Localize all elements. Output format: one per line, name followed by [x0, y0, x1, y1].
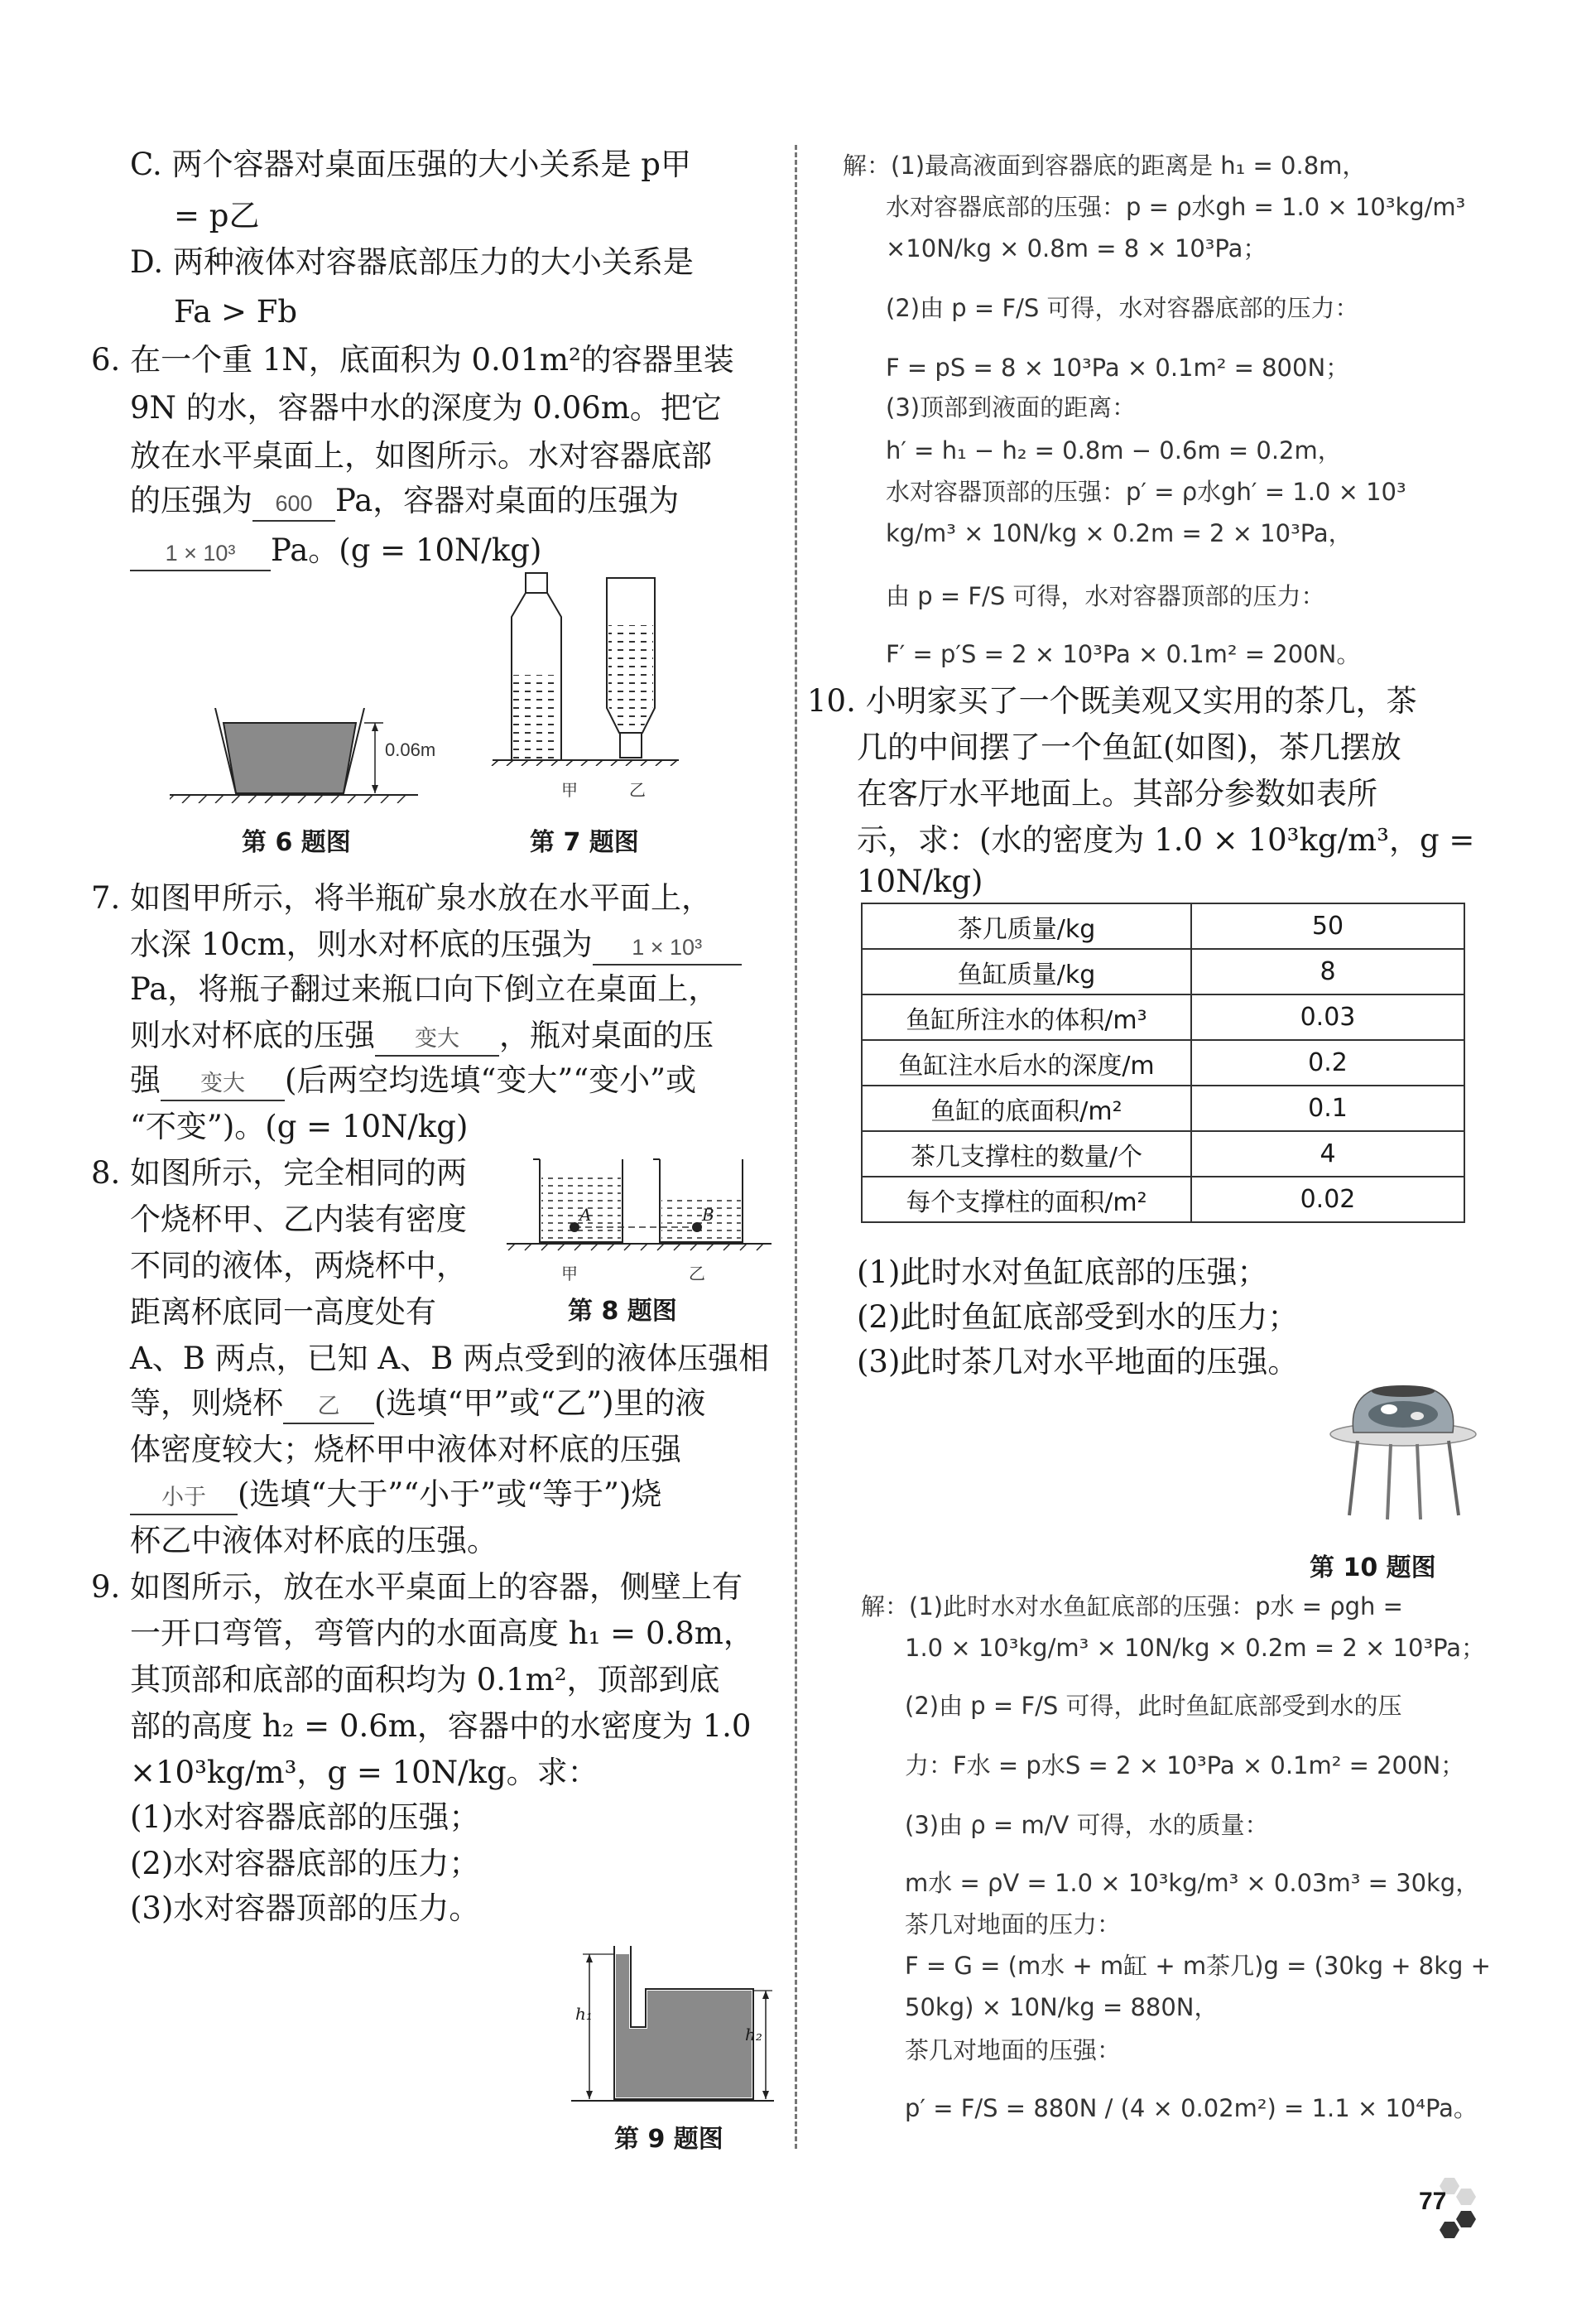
- figure-8-beakers-diagram: [507, 1153, 772, 1256]
- q9-solution-line7: h′ = h₁ − h₂ = 0.8m − 0.6m = 0.2m，: [886, 436, 1342, 465]
- q5-option-d-line1: D. 两种液体对容器底部压力的大小关系是: [130, 244, 694, 280]
- q7-text-b: 则水对杯底的压强: [130, 1018, 375, 1053]
- q10-line2: 几的中间摆了一个鱼缸(如图)，茶几摆放: [857, 730, 1401, 765]
- q9-solution-line8: 水对容器顶部的压强：p′ = ρ水gh′ = 1.0 × 10³: [886, 478, 1406, 506]
- q9-line6: (1)水对容器底部的压强；: [130, 1799, 480, 1835]
- table-cell-key: 鱼缸质量/kg: [862, 949, 1191, 994]
- q9-solution-line10: 由 p = F/S 可得，水对容器顶部的压力：: [886, 582, 1325, 610]
- q6-answer-1: 600: [252, 487, 335, 522]
- table-row: [862, 1131, 1464, 1177]
- q6-text-c: Pa。(g = 10N/kg): [271, 532, 542, 568]
- q7-answer-3: 变大: [161, 1067, 285, 1101]
- column-divider: [795, 145, 797, 2149]
- q8-line9: 杯乙中液体对杯底的压强。: [130, 1523, 498, 1558]
- q10-solution-line9: 50kg) × 10N/kg = 880N，: [905, 1993, 1219, 2021]
- table-row: [862, 994, 1464, 1040]
- q6-line5: [130, 527, 541, 575]
- q10-line4: 示，求：(水的密度为 1.0 × 10³kg/m³，g =: [857, 822, 1475, 858]
- q6-answer-2: 1 × 10³: [130, 537, 271, 571]
- q7-line3: Pa，将瓶子翻过来瓶口向下倒立在桌面上，: [130, 971, 719, 1007]
- q9-solution-line9: kg/m³ × 10N/kg × 0.2m = 2 × 10³Pa，: [886, 519, 1353, 547]
- q10-solution-line7: 茶几对地面的压力：: [905, 1910, 1122, 1938]
- q10-solution-line2: 1.0 × 10³kg/m³ × 10N/kg × 0.2m = 2 × 10³Pa；: [905, 1634, 1486, 1662]
- figure-7-label-yi: 乙: [629, 780, 646, 800]
- q7-line1: 7. 如图甲所示，将半瓶矿泉水放在水平面上，: [91, 880, 713, 916]
- figure-9-caption: 第 9 题图: [614, 2125, 723, 2154]
- table-cell-key: 鱼缸注水后水的深度/m: [862, 1040, 1191, 1086]
- q10-subquestion-1: (1)此时水对鱼缸底部的压强；: [857, 1254, 1268, 1290]
- q8-line6: [130, 1380, 706, 1428]
- q8-line7: 体密度较大；烧杯甲中液体对杯底的压强: [130, 1432, 681, 1467]
- q9-solution-line2: 水对容器底部的压强：p = ρ水gh = 1.0 × 10³kg/m³: [886, 193, 1466, 221]
- table-cell-value: 0.02: [1191, 1177, 1464, 1222]
- table-row: [862, 903, 1464, 949]
- q8-line2: 个烧杯甲、乙内装有密度: [130, 1201, 467, 1237]
- q10-subquestion-3: (3)此时茶几对水平地面的压强。: [857, 1344, 1299, 1380]
- q8-text-b: (选填“甲”或“乙”)里的液: [374, 1385, 706, 1421]
- table-cell-key: 鱼缸的底面积/m²: [862, 1086, 1191, 1131]
- q9-solution-line11: F′ = p′S = 2 × 10³Pa × 0.1m² = 200N。: [886, 640, 1361, 668]
- q9-line3: 其顶部和底部的面积均为 0.1m²，顶部到底: [130, 1662, 720, 1697]
- q10-line3: 在客厅水平地面上。其部分参数如表所: [857, 776, 1377, 811]
- table-cell-key: 每个支撑柱的面积/m²: [862, 1177, 1191, 1222]
- q9-solution-line1: 解：(1)最高液面到容器底的距离是 h₁ = 0.8m，: [843, 152, 1367, 180]
- q10-solution-line11: p′ = F/S = 880N / (4 × 0.02m²) = 1.1 × 10⁴Pa。: [905, 2094, 1478, 2122]
- q10-solution-line1: 解：(1)此时水对水鱼缸底部的压强：p水 = ρgh =: [861, 1592, 1403, 1620]
- figure-8-point-b: B: [702, 1205, 714, 1225]
- q9-line4: 部的高度 h₂ = 0.6m，容器中的水密度为 1.0: [130, 1708, 752, 1744]
- q10-solution-line3: (2)由 p = F/S 可得，此时鱼缸底部受到水的压: [905, 1692, 1402, 1720]
- q7-text-c: ，瓶对桌面的压: [499, 1018, 714, 1053]
- q10-solution-line5: (3)由 ρ = m/V 可得，水的质量：: [905, 1811, 1269, 1839]
- table-row: [862, 949, 1464, 994]
- q9-solution-line4: (2)由 p = F/S 可得，水对容器底部的压力：: [886, 294, 1359, 322]
- figure-8-point-a: A: [579, 1205, 592, 1225]
- table-row: [862, 1040, 1464, 1086]
- table-cell-value: 0.2: [1191, 1040, 1464, 1086]
- q7-line4: [130, 1012, 714, 1060]
- table-cell-key: 鱼缸所注水的体积/m³: [862, 994, 1191, 1040]
- q7-text-e: (后两空均选填“变大”“变小”或: [285, 1062, 697, 1098]
- figure-8-label-jia: 甲: [561, 1264, 578, 1283]
- page-number: 77: [1419, 2188, 1447, 2215]
- table-cell-value: 4: [1191, 1131, 1464, 1177]
- q6-line3: 放在水平桌面上，如图所示。水对容器底部: [130, 438, 712, 474]
- q6-text-a: 的压强为: [130, 483, 252, 518]
- q6-line2: 9N 的水，容器中水的深度为 0.06m。把它: [130, 390, 722, 426]
- q8-line1: 8. 如图所示，完全相同的两: [91, 1155, 468, 1191]
- q8-line3: 不同的液体，两烧杯中，: [130, 1248, 467, 1283]
- q6-line1: 6. 在一个重 1N，底面积为 0.01m²的容器里装: [91, 342, 734, 378]
- q10-solution-line6: m水 = ρV = 1.0 × 10³kg/m³ × 0.03m³ = 30kg，: [905, 1869, 1480, 1897]
- q10-subquestion-2: (2)此时鱼缸底部受到水的压力；: [857, 1299, 1299, 1335]
- q7-line6: “不变”)。(g = 10N/kg): [130, 1109, 469, 1144]
- q5-option-c-line1: C. 两个容器对桌面压强的大小关系是 p甲: [130, 147, 691, 182]
- q5-option-d-line2: Fa > Fb: [174, 294, 298, 330]
- q5-option-c-line2: = p乙: [174, 198, 260, 234]
- q7-text-d: 强: [130, 1062, 161, 1098]
- q8-line8: [130, 1471, 661, 1519]
- q10-line5: 10N/kg): [857, 864, 983, 899]
- q8-answer-1: 乙: [283, 1389, 374, 1424]
- q9-solution-line6: (3)顶部到液面的距离：: [886, 393, 1137, 421]
- q10-solution-line4: 力：F水 = p水S = 2 × 10³Pa × 0.1m² = 200N；: [905, 1751, 1465, 1779]
- q9-solution-line3: ×10N/kg × 0.8m = 8 × 10³Pa；: [886, 234, 1267, 262]
- figure-9-container-diagram: [571, 1929, 778, 2116]
- q9-line5: ×10³kg/m³，g = 10N/kg。求：: [130, 1755, 598, 1790]
- figure-9-label-h1: h₁: [575, 2004, 593, 2024]
- figure-9-label-h2: h₂: [745, 2025, 762, 2044]
- q8-answer-2: 小于: [130, 1481, 238, 1515]
- table-row: [862, 1086, 1464, 1131]
- figure-6-depth-label: 0.06m: [385, 739, 436, 760]
- table-cell-value: 50: [1191, 903, 1464, 949]
- q9-solution-line5: F = pS = 8 × 10³Pa × 0.1m² = 800N；: [886, 354, 1350, 382]
- q7-answer-1: 1 × 10³: [593, 931, 742, 966]
- q8-text-c: (选填“大于”“小于”或“等于”)烧: [238, 1476, 662, 1512]
- q9-line2: 一开口弯管，弯管内的水面高度 h₁ = 0.8m，: [130, 1616, 754, 1651]
- table-cell-key: 茶几支撑柱的数量/个: [862, 1131, 1191, 1177]
- q10-line1: 10. 小明家买了一个既美观又实用的茶几，茶: [807, 683, 1417, 719]
- figure-8-caption: 第 8 题图: [568, 1297, 677, 1326]
- q6-text-b: Pa，容器对桌面的压强为: [335, 483, 680, 518]
- figure-7-bottle-diagram: [488, 571, 687, 766]
- q8-line5: A、B 两点，已知 A、B 两点受到的液体压强相: [130, 1341, 770, 1376]
- table-cell-key: 茶几质量/kg: [862, 903, 1191, 949]
- figure-10-tea-table-illustration: [1324, 1383, 1482, 1528]
- q10-solution-line8: F = G = (m水 + m缸 + m茶几)g = (30kg + 8kg +: [905, 1952, 1491, 1980]
- q7-answer-2: 变大: [375, 1022, 499, 1057]
- q8-line4: 距离杯底同一高度处有: [130, 1294, 436, 1330]
- q10-solution-line10: 茶几对地面的压强：: [905, 2036, 1122, 2064]
- figure-8-label-yi: 乙: [689, 1264, 705, 1283]
- q9-line7: (2)水对容器底部的压力；: [130, 1846, 480, 1881]
- q7-text-a: 水深 10cm，则水对杯底的压强为: [130, 927, 593, 962]
- table-cell-value: 0.03: [1191, 994, 1464, 1040]
- figure-6-caption: 第 6 题图: [242, 828, 351, 857]
- figure-7-label-jia: 甲: [561, 780, 578, 800]
- table-cell-value: 8: [1191, 949, 1464, 994]
- q7-line5: [130, 1057, 696, 1105]
- q7-line2: [130, 921, 742, 969]
- q10-parameter-table: [861, 903, 1465, 1223]
- q9-line8: (3)水对容器顶部的压力。: [130, 1890, 480, 1926]
- table-row: [862, 1177, 1464, 1222]
- table-cell-value: 0.1: [1191, 1086, 1464, 1131]
- figure-7-caption: 第 7 题图: [530, 828, 639, 857]
- q6-line4: [130, 477, 679, 525]
- figure-10-caption: 第 10 题图: [1310, 1553, 1436, 1582]
- q8-text-a: 等，则烧杯: [130, 1385, 283, 1421]
- q9-line1: 9. 如图所示，放在水平桌面上的容器，侧壁上有: [91, 1569, 743, 1605]
